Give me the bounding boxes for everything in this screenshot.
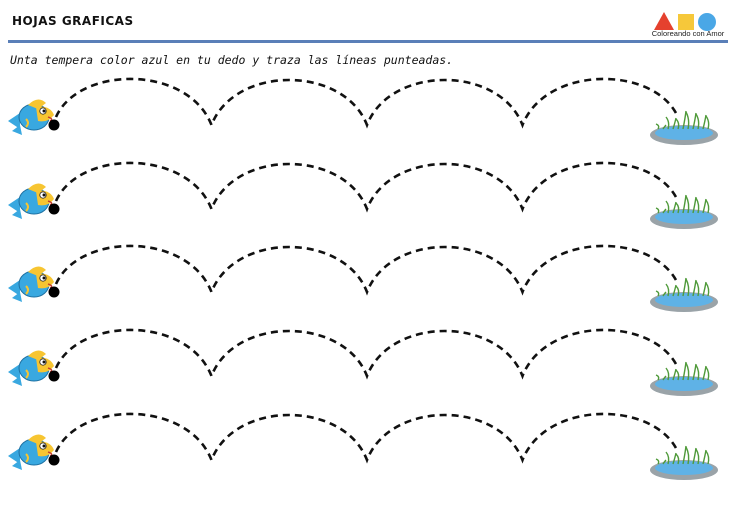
dotted-trace-line[interactable]: [56, 246, 678, 292]
instruction-text: Unta tempera color azul en tu dedo y traza las líneas punteadas.: [10, 53, 454, 67]
pond-icon: [650, 111, 718, 145]
dotted-trace-line[interactable]: [56, 79, 678, 125]
start-dot: [49, 455, 60, 466]
start-dot: [49, 287, 60, 298]
dotted-trace-line[interactable]: [56, 414, 678, 460]
page-title: HOJAS GRAFICAS: [12, 14, 134, 28]
fish-icon: [8, 350, 54, 386]
pond-icon: [650, 446, 718, 480]
fish-icon: [8, 183, 54, 219]
pond-icon: [650, 362, 718, 396]
tracing-row: [8, 414, 718, 480]
fish-icon: [8, 99, 54, 135]
dotted-trace-line[interactable]: [56, 330, 678, 376]
start-dot: [49, 371, 60, 382]
dotted-trace-line[interactable]: [56, 163, 678, 209]
fish-icon: [8, 434, 54, 470]
tracing-row: [8, 246, 718, 312]
start-dot: [49, 120, 60, 131]
fish-icon: [8, 266, 54, 302]
pond-icon: [650, 278, 718, 312]
tracing-row: [8, 79, 718, 145]
brand-name: Coloreando con Amor: [651, 29, 725, 38]
pond-icon: [650, 195, 718, 229]
tracing-row: [8, 163, 718, 229]
start-dot: [49, 204, 60, 215]
tracing-row: [8, 330, 718, 396]
